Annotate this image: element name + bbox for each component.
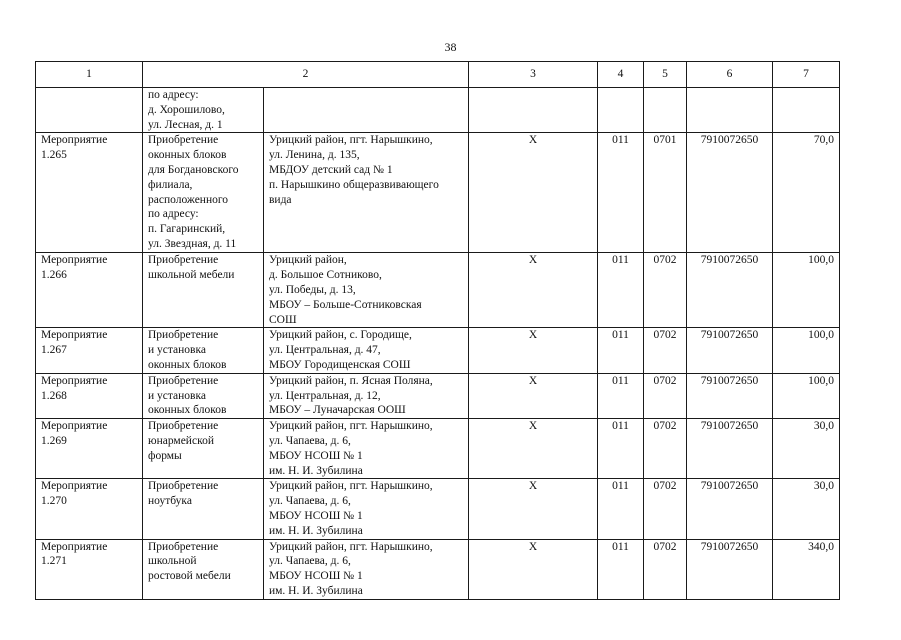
col4-cell: 011 [598, 133, 644, 253]
header-col-6: 6 [687, 62, 773, 88]
cont-c6-cell [687, 88, 773, 133]
measure-name-cell: Приобретение и установка оконных блоков [143, 373, 264, 418]
col3-cell: Х [469, 479, 598, 539]
col4-cell: 011 [598, 419, 644, 479]
col7-cell: 30,0 [773, 479, 840, 539]
measure-id-cell: Мероприятие 1.265 [36, 133, 143, 253]
col5-cell: 0702 [644, 328, 687, 373]
measure-id-cell: Мероприятие 1.269 [36, 419, 143, 479]
table-row [36, 373, 840, 418]
col4-cell: 011 [598, 539, 644, 599]
col5-cell: 0702 [644, 373, 687, 418]
measure-id-cell: Мероприятие 1.270 [36, 479, 143, 539]
measure-name-cell: Приобретение и установка оконных блоков [143, 328, 264, 373]
table-row [36, 539, 840, 599]
measure-name-cell: Приобретение оконных блоков для Богдановского филиала, расположенного по адресу: п. Гагаринский, ул. Звездная, д. 11 [143, 133, 264, 253]
measure-id-cell: Мероприятие 1.267 [36, 328, 143, 373]
header-col-1: 1 [36, 62, 143, 88]
col7-cell: 30,0 [773, 419, 840, 479]
col6-cell: 7910072650 [687, 539, 773, 599]
measure-address-cell: Урицкий район, пгт. Нарышкино, ул. Чапаева, д. 6, МБОУ НСОШ № 1 им. Н. И. Зубилина [264, 479, 469, 539]
header-col-4: 4 [598, 62, 644, 88]
col7-cell: 100,0 [773, 373, 840, 418]
col5-cell: 0702 [644, 539, 687, 599]
table-row [36, 479, 840, 539]
col7-cell: 70,0 [773, 133, 840, 253]
cont-c5-cell [644, 88, 687, 133]
header-col-2: 2 [143, 62, 469, 88]
page-number: 38 [444, 40, 457, 54]
col6-cell: 7910072650 [687, 253, 773, 328]
col3-cell: Х [469, 373, 598, 418]
col5-cell: 0702 [644, 253, 687, 328]
budget-table [35, 61, 840, 600]
col5-cell: 0702 [644, 419, 687, 479]
cont-name-cell: по адресу: д. Хорошилово, ул. Лесная, д. 1 [143, 88, 264, 133]
measure-address-cell: Урицкий район, пгт. Нарышкино, ул. Чапаева, д. 6, МБОУ НСОШ № 1 им. Н. И. Зубилина [264, 539, 469, 599]
cont-c7-cell [773, 88, 840, 133]
table-body [36, 62, 840, 600]
col4-cell: 011 [598, 479, 644, 539]
continuation-row [36, 88, 840, 133]
table-row [36, 419, 840, 479]
cont-c4-cell [598, 88, 644, 133]
col6-cell: 7910072650 [687, 373, 773, 418]
col6-cell: 7910072650 [687, 419, 773, 479]
measure-address-cell: Урицкий район, пгт. Нарышкино, ул. Чапаева, д. 6, МБОУ НСОШ № 1 им. Н. И. Зубилина [264, 419, 469, 479]
header-col-7: 7 [773, 62, 840, 88]
col5-cell: 0701 [644, 133, 687, 253]
measure-name-cell: Приобретение школьной ростовой мебели [143, 539, 264, 599]
measure-address-cell: Урицкий район, с. Городище, ул. Центральная, д. 47, МБОУ Городищенская СОШ [264, 328, 469, 373]
header-col-3: 3 [469, 62, 598, 88]
col4-cell: 011 [598, 253, 644, 328]
col7-cell: 100,0 [773, 328, 840, 373]
col3-cell: Х [469, 133, 598, 253]
col3-cell: Х [469, 328, 598, 373]
measure-id-cell: Мероприятие 1.266 [36, 253, 143, 328]
col6-cell: 7910072650 [687, 479, 773, 539]
col3-cell: Х [469, 539, 598, 599]
col7-cell: 100,0 [773, 253, 840, 328]
column-number-header-row [36, 62, 840, 88]
col7-cell: 340,0 [773, 539, 840, 599]
measure-address-cell: Урицкий район, пгт. Нарышкино, ул. Ленина, д. 135, МБДОУ детский сад № 1 п. Нарышкино общеразвивающего вида [264, 133, 469, 253]
measure-address-cell: Урицкий район, п. Ясная Поляна, ул. Центральная, д. 12, МБОУ – Луначарская ООШ [264, 373, 469, 418]
col4-cell: 011 [598, 373, 644, 418]
measure-id-cell: Мероприятие 1.268 [36, 373, 143, 418]
col6-cell: 7910072650 [687, 133, 773, 253]
measure-address-cell: Урицкий район, д. Большое Сотниково, ул. Победы, д. 13, МБОУ – Больше-Сотниковская СОШ [264, 253, 469, 328]
col3-cell: Х [469, 419, 598, 479]
col5-cell: 0702 [644, 479, 687, 539]
measure-id-cell: Мероприятие 1.271 [36, 539, 143, 599]
cont-c3-cell [469, 88, 598, 133]
header-col-5: 5 [644, 62, 687, 88]
cont-id-cell [36, 88, 143, 133]
col3-cell: Х [469, 253, 598, 328]
table-row [36, 328, 840, 373]
col4-cell: 011 [598, 328, 644, 373]
cont-address-cell [264, 88, 469, 133]
measure-name-cell: Приобретение школьной мебели [143, 253, 264, 328]
table-row [36, 133, 840, 253]
col6-cell: 7910072650 [687, 328, 773, 373]
table-row [36, 253, 840, 328]
measure-name-cell: Приобретение ноутбука [143, 479, 264, 539]
measure-name-cell: Приобретение юнармейской формы [143, 419, 264, 479]
